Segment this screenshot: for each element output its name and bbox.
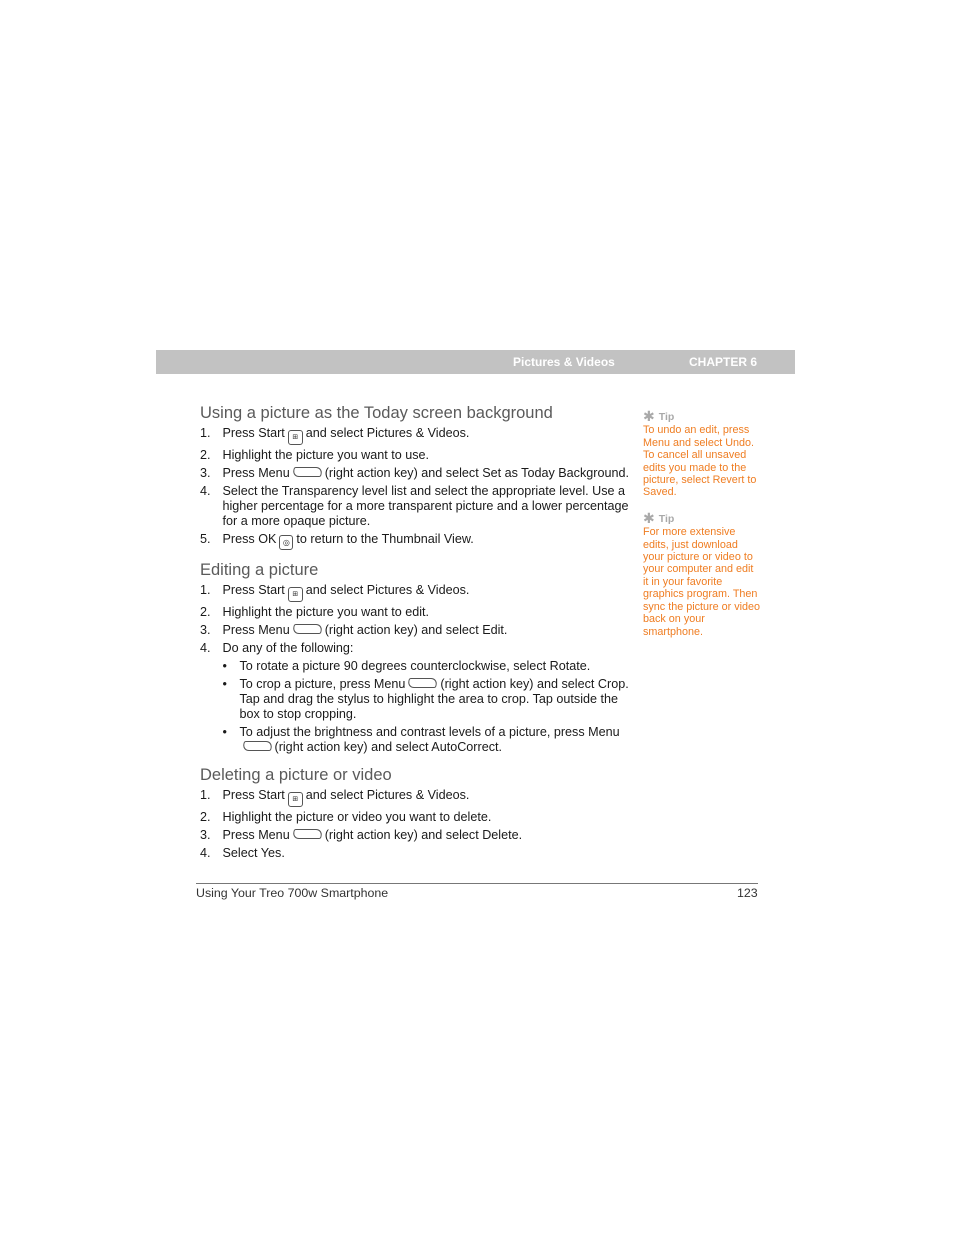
step-item — [200, 532, 630, 550]
menu-key-icon — [241, 741, 272, 751]
section-heading: Using a picture as the Today screen background — [200, 404, 553, 422]
step-item — [200, 828, 630, 843]
step-item — [200, 583, 630, 602]
step-item — [200, 641, 630, 755]
section-editing-picture — [200, 560, 630, 755]
bullet-item — [223, 725, 631, 755]
tips-sidebar — [643, 410, 761, 651]
bullet-text: (right action key) and select Crop. Tap and drag the stylus to highlight the area to crop. Tap outside the box to stop cropping. — [239, 677, 629, 721]
start-key-icon: ⊞ — [288, 792, 303, 807]
step-item — [200, 810, 630, 825]
footer-divider — [196, 883, 758, 884]
main-content — [200, 403, 630, 871]
step-text: Press Start — [222, 788, 285, 802]
bullet-text: To adjust the brightness and contrast levels of a picture, press Menu — [239, 725, 620, 739]
step-number: 3. — [200, 828, 211, 842]
step-text: (right action key) and select Delete. — [324, 828, 523, 842]
menu-key-icon — [292, 624, 323, 634]
step-text: Press Start — [222, 426, 285, 440]
step-text: Press Menu — [222, 828, 290, 842]
tip-label: Tip — [658, 411, 675, 423]
step-number: 4. — [200, 484, 211, 498]
step-text: Highlight the picture you want to edit. — [222, 605, 430, 619]
tip-label: Tip — [658, 512, 675, 525]
step-item — [200, 466, 630, 481]
step-item — [200, 484, 630, 529]
section-heading: Editing a picture — [200, 561, 319, 579]
step-item — [200, 846, 630, 861]
step-text: and select Pictures & Videos. — [305, 583, 470, 597]
steps-list — [200, 583, 630, 755]
options-bullet-list — [223, 659, 631, 755]
step-number: 4. — [200, 846, 211, 860]
tip-heading — [643, 410, 761, 423]
tip-block — [643, 509, 761, 638]
start-key-icon: ⊞ — [288, 430, 303, 445]
menu-key-icon — [292, 467, 323, 477]
step-number: 4. — [200, 641, 211, 655]
step-text: and select Pictures & Videos. — [305, 788, 470, 802]
step-item — [200, 605, 630, 620]
step-item — [200, 426, 630, 445]
start-key-icon: ⊞ — [288, 587, 303, 602]
menu-key-icon — [407, 678, 438, 688]
asterisk-icon: ✱ — [643, 408, 655, 424]
step-text: Press Menu — [222, 623, 290, 637]
section-today-background — [200, 403, 630, 550]
step-text: to return to the Thumbnail View. — [296, 532, 474, 546]
step-text: Do any of the following: — [222, 641, 354, 655]
step-text: and select Pictures & Videos. — [305, 426, 470, 440]
bullet-text: To rotate a picture 90 degrees counterclockwise, select Rotate. — [239, 659, 591, 673]
step-number: 1. — [200, 788, 211, 802]
header-section-title: Pictures & Videos — [513, 355, 615, 369]
header-chapter-label: CHAPTER 6 — [689, 355, 758, 369]
step-text: Highlight the picture you want to use. — [222, 448, 430, 462]
tip-block — [643, 410, 761, 499]
menu-key-icon — [292, 829, 323, 839]
tip-text: To undo an edit, press Menu and select Undo. To cancel all unsaved edits you made to the picture, select Revert to Saved. — [643, 424, 757, 499]
asterisk-icon: ✱ — [643, 509, 655, 526]
ok-key-icon: ◎ — [279, 535, 293, 550]
step-text: Select the Transparency level list and select the appropriate level. Use a higher percentage for a more transparent picture and a lower percentage for a more opaque picture. — [222, 484, 629, 528]
bullet-text: (right action key) and select AutoCorrect. — [274, 740, 502, 754]
tip-text: For more extensive edits, just download your picture or video to your computer and edit it in your favorite graphics program. Then sync the picture or video back on your smartphone. — [643, 526, 761, 638]
step-text: Press Start — [222, 583, 285, 597]
bullet-item — [223, 677, 631, 722]
step-number: 1. — [200, 426, 211, 440]
step-item — [200, 448, 630, 463]
page-number: 123 — [737, 886, 758, 900]
step-text: (right action key) and select Edit. — [324, 623, 508, 637]
bullet-text: To crop a picture, press Menu — [239, 677, 406, 691]
step-number: 2. — [200, 605, 211, 619]
step-text: Press Menu — [222, 466, 290, 480]
step-text: (right action key) and select Set as Today Background. — [324, 466, 629, 480]
step-number: 2. — [200, 810, 211, 824]
step-number: 3. — [200, 623, 211, 637]
footer-book-title: Using Your Treo 700w Smartphone — [196, 886, 389, 900]
step-item — [200, 623, 630, 638]
section-deleting-picture — [200, 765, 630, 861]
bullet-item — [223, 659, 631, 674]
step-text: Select Yes. — [222, 846, 285, 860]
step-number: 1. — [200, 583, 211, 597]
step-number: 5. — [200, 532, 211, 546]
step-number: 3. — [200, 466, 211, 480]
steps-list — [200, 426, 630, 550]
tip-heading — [643, 509, 761, 526]
step-number: 2. — [200, 448, 211, 462]
step-text: Press OK — [222, 532, 277, 546]
section-heading: Deleting a picture or video — [200, 766, 392, 784]
steps-list — [200, 788, 630, 861]
chapter-header-bar — [156, 350, 795, 374]
step-text: Highlight the picture or video you want to delete. — [222, 810, 492, 824]
step-item — [200, 788, 630, 807]
